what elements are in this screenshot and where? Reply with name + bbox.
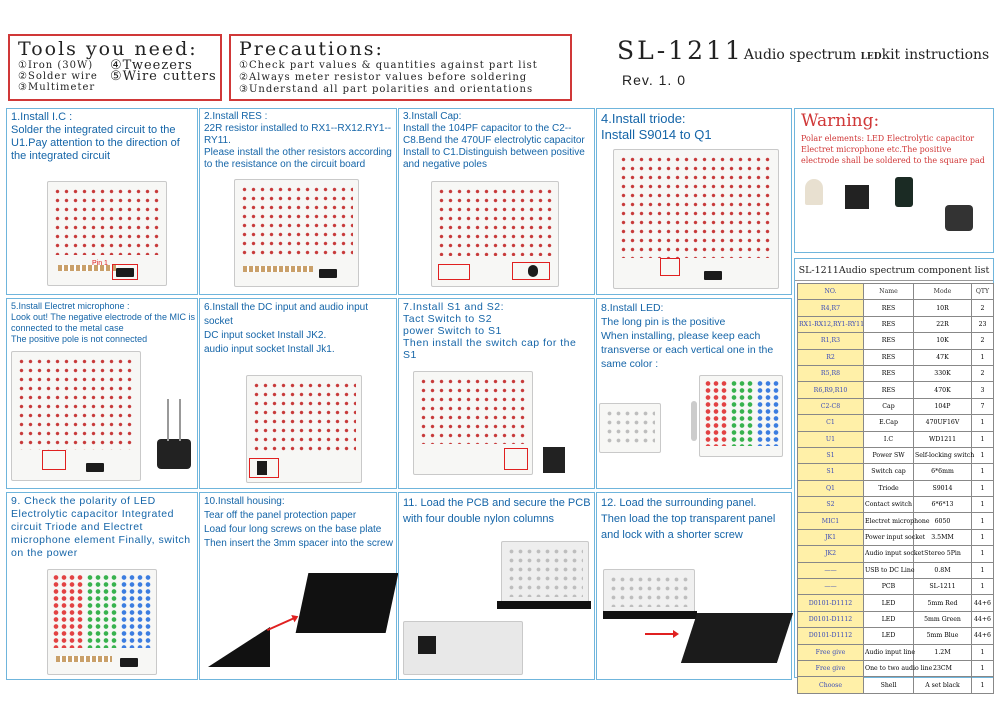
cell-no: —— [798,562,864,578]
table-row [798,300,994,316]
table-row [798,480,994,496]
table-header-row [798,284,994,300]
warning-text: Polar elements: LED Electrolytic capacitor Electret microphone etc.The positive electrode shall be soldered to the square pad [801,134,985,165]
step-text: 5.Install Electret microphone : Look out! The negative electrode of the MIC is connected to the metal case The positive pole is not connected [11,301,195,344]
ic-chip [120,658,138,667]
cell-no: S1 [798,464,864,480]
cell-qty: 2 [972,333,994,349]
cell-mode: 5mm Green [914,611,972,627]
table-row [798,464,994,480]
tool-item: ②Solder wire [18,71,98,82]
pcb-in-housing [501,541,589,603]
step-5 [6,298,198,489]
column-header: NO. [798,284,864,300]
capacitor [528,265,538,277]
cell-name: Power input socket [864,529,914,545]
pcb-image [11,351,141,481]
cell-mode: Self-locking switch [914,447,972,463]
cell-mode: 6*6mm [914,464,972,480]
cell-no: R6,R9,R10 [798,382,864,398]
microphone-part [945,205,973,231]
cell-mode: 470K [914,382,972,398]
component-table [797,283,994,694]
component-list-title: SL-1211Audio spectrum component list [795,261,993,281]
pcb-image [47,181,167,286]
pcb-image [246,375,362,483]
cell-qty: 44+6 [972,628,994,644]
ic-chip [319,269,337,278]
step-text: 9. Check the polarity of LED Electrolytic capacitor Integrated circuit Triode and Electret microphone element Finally, switch on the power [11,495,191,559]
microphone-image [157,439,191,469]
blue-leds [120,574,152,648]
led-grid [53,187,161,255]
table-row [798,546,994,562]
warning-panel [794,108,994,253]
resistor-row [58,265,118,271]
title-led: LED [860,52,882,62]
switch-part [845,185,869,209]
precaution-line: ②Always meter resistor values before soldering [239,72,528,83]
cell-no: JK1 [798,529,864,545]
step-10 [199,492,397,680]
led-grid [609,575,689,607]
cell-name: USB to DC Line [864,562,914,578]
step-text: 6.Install the DC input and audio input socket DC input socket Install JK2. audio input socket Install Jk1. [204,302,368,355]
cell-qty: 7 [972,398,994,414]
table-row [798,447,994,463]
cell-qty: 44+6 [972,611,994,627]
direction-arrow [645,633,675,635]
step-2 [199,108,397,295]
capacitor-part [895,177,913,207]
led-grid [240,185,353,256]
mic-pin [179,399,181,441]
cell-mode: 23CM [914,660,972,676]
table-row [798,660,994,676]
table-row [798,415,994,431]
cell-mode: 470UF16V [914,415,972,431]
led-grid [605,409,655,447]
column-header: Name [864,284,914,300]
cell-name: RES [864,300,914,316]
step-text: 12. Load the surrounding panel. Then load the top transparent panel and lock with a shorter screw [601,497,776,541]
red-leds [704,380,728,446]
cell-mode: WD1211 [914,431,972,447]
green-leds [730,380,754,446]
cell-qty: 1 [972,660,994,676]
cell-qty: 1 [972,415,994,431]
cell-mode: 5mm Blue [914,628,972,644]
cell-name: LED [864,611,914,627]
highlight-box [112,264,138,280]
cell-no: D0101-D1112 [798,628,864,644]
highlight-box [504,448,528,470]
cell-mode: 10K [914,333,972,349]
cell-no: R5,R8 [798,365,864,381]
cell-mode: 3.5MM [914,529,972,545]
cell-name: LED [864,628,914,644]
step-text: 8.Install LED: The long pin is the positive When installing, please keep each transverse or each vertical one in the same color : [601,302,774,370]
pcb-image [613,149,779,289]
table-row [798,529,994,545]
cell-no: R1,R3 [798,333,864,349]
cell-no: —— [798,579,864,595]
cell-no: Choose [798,677,864,693]
pcb-led-image [699,375,783,457]
audio-jack [257,461,267,475]
title-part: kit instructions [881,47,990,63]
cell-mode: 6050 [914,513,972,529]
table-row [798,365,994,381]
cell-mode: 22R [914,316,972,332]
cell-qty: 1 [972,464,994,480]
revision: Rev. 1. 0 [622,72,686,88]
cell-qty: 1 [972,480,994,496]
cell-qty: 1 [972,529,994,545]
cell-no: S1 [798,447,864,463]
cell-name: RES [864,365,914,381]
pcb-image [599,403,661,453]
led-grid [419,377,527,444]
cell-mode: 6*6*13 [914,497,972,513]
step-text: 1.Install I.C : Solder the integrated circuit to the U1.Pay attention to the direction of the integrated circuit [11,111,180,162]
cell-name: LED [864,595,914,611]
panel-image [603,569,695,613]
cell-name: One to two audio line [864,660,914,676]
step-text: 10.Install housing: Tear off the panel protection paper Load four long screws on the base plate Then insert the 3mm spacer into the screw [204,496,393,549]
cell-mode: 47K [914,349,972,365]
cell-name: Audio input socket [864,546,914,562]
table-row [798,513,994,529]
finished-case [681,613,793,663]
table-row [798,349,994,365]
tool-item: ③Multimeter [18,82,96,93]
table-row [798,431,994,447]
housing-base [603,611,697,619]
cell-name: Power SW [864,447,914,463]
cell-name: Triode [864,480,914,496]
cell-mode: 10R [914,300,972,316]
cell-name: RES [864,382,914,398]
led-image [691,401,697,441]
cell-name: PCB [864,579,914,595]
pcb-image [413,371,533,475]
cell-no: Q1 [798,480,864,496]
cell-mode: Stereo 5Pin [914,546,972,562]
pcb-image [47,569,157,675]
cell-mode: 330K [914,365,972,381]
cell-qty: 1 [972,562,994,578]
cell-no: JK2 [798,546,864,562]
cell-no: R2 [798,349,864,365]
audio-jack [418,636,436,654]
cell-mode: S9014 [914,480,972,496]
step-7 [398,298,595,489]
tool-item: ④Tweezers [110,58,193,73]
cell-qty: 1 [972,579,994,595]
resistor-row [56,656,112,662]
cell-name: Audio input line [864,644,914,660]
cell-qty: 44+6 [972,595,994,611]
cell-mode: A set black [914,677,972,693]
cell-name: Switch cap [864,464,914,480]
cell-name: RES [864,333,914,349]
document-title [617,36,997,65]
table-row [798,382,994,398]
pcb-image [431,181,559,287]
table-row [798,316,994,332]
step-4 [596,108,792,295]
green-leds [86,574,118,648]
title-part: Audio spectrum [743,47,861,63]
component-rows [798,300,994,693]
step-text: 3.Install Cap: Install the 104PF capacitor to the C2--C8.Bend the 470UF electrolytic capacitor Install to C1.Distinguish between positive and negative poles [403,111,585,170]
tool-item: ⑤Wire cutters [110,69,217,84]
highlight-box [42,450,66,470]
column-header: QTY [972,284,994,300]
cell-mode: 0.8M [914,562,972,578]
housing-corner [208,627,270,667]
step-text: 7.Install S1 and S2: Tact Switch to S2 power Switch to S1 Then install the switch cap for the S1 [403,301,577,361]
step-9 [6,492,198,680]
led-grid [252,381,356,452]
step-text: 2.Install RES : 22R resistor installed to RX1--RX12.RY1--RY11. Please install the other resistors according to the resistance on the circuit board [204,111,392,170]
led-grid [619,155,773,258]
cell-name: I.C [864,431,914,447]
table-row [798,497,994,513]
cell-mode: 104P [914,398,972,414]
cell-qty: 1 [972,447,994,463]
cell-qty: 1 [972,431,994,447]
cell-no: Free give [798,644,864,660]
led-part [805,179,823,205]
switch-image [543,447,565,473]
cell-mode: SL-1211 [914,579,972,595]
table-row [798,644,994,660]
table-row [798,628,994,644]
cell-no: C1 [798,415,864,431]
step-8 [596,298,792,489]
cell-no: C2-C8 [798,398,864,414]
cell-qty: 1 [972,546,994,562]
led-grid [507,547,583,597]
cell-name: E.Cap [864,415,914,431]
step-text: 4.Install triode: Install S9014 to Q1 [601,111,712,142]
step-3 [398,108,595,295]
table-row [798,611,994,627]
tools-title: Tools you need: [18,38,198,60]
tool-item: ①Iron (30W) [18,60,94,71]
cell-qty: 1 [972,349,994,365]
step-11 [398,492,595,680]
tools-panel [8,34,222,101]
cell-name: RES [864,316,914,332]
cell-mode: 5mm Red [914,595,972,611]
highlight-box [438,264,470,280]
cell-no: RX1-RX12,RY1-RY11 [798,316,864,332]
cell-name: Electret microphone [864,513,914,529]
cell-no: MIC1 [798,513,864,529]
step-6 [199,298,397,489]
led-grid [437,187,553,256]
close-up-image [403,621,523,675]
housing-plate [296,573,399,633]
precautions-panel [229,34,572,101]
led-grid [17,357,135,450]
pcb-image [234,179,359,287]
precautions-title: Precautions: [239,38,384,60]
cell-qty: 23 [972,316,994,332]
component-list [794,258,994,689]
cell-name: RES [864,349,914,365]
model-name: SL-1211 [617,36,744,65]
cell-no: U1 [798,431,864,447]
red-leds [52,574,84,648]
resistor-row [243,266,313,272]
table-row [798,677,994,693]
column-header: Mode [914,284,972,300]
mic-pin [167,399,169,441]
step-1 [6,108,198,295]
highlight-box [660,258,680,276]
precaution-line: ①Check part values & quantities against part list [239,60,538,71]
cell-no: Free give [798,660,864,676]
cell-qty: 3 [972,382,994,398]
warning-title: Warning: [801,111,880,131]
cell-qty: 2 [972,300,994,316]
step-12 [596,492,792,680]
table-row [798,398,994,414]
housing-base [497,601,591,609]
direction-arrow [267,617,295,631]
cell-no: R4,R7 [798,300,864,316]
cell-name: Cap [864,398,914,414]
pin-label: Pin 1 [92,260,108,267]
ic-chip [704,271,722,280]
cell-no: D0101-D1112 [798,595,864,611]
cell-no: D0101-D1112 [798,611,864,627]
precaution-line: ③Understand all part polarities and orientations [239,84,534,95]
table-row [798,333,994,349]
cell-qty: 1 [972,644,994,660]
cell-qty: 1 [972,513,994,529]
cell-name: Contact switch [864,497,914,513]
blue-leds [756,380,780,446]
table-row [798,595,994,611]
cell-qty: 2 [972,365,994,381]
step-text: 11. Load the PCB and secure the PCB with four double nylon columns [403,497,591,525]
table-row [798,562,994,578]
cell-qty: 1 [972,497,994,513]
cell-mode: 1.2M [914,644,972,660]
table-row [798,579,994,595]
cell-qty: 1 [972,677,994,693]
cell-no: S2 [798,497,864,513]
cell-name: Shell [864,677,914,693]
ic-chip [86,463,104,472]
